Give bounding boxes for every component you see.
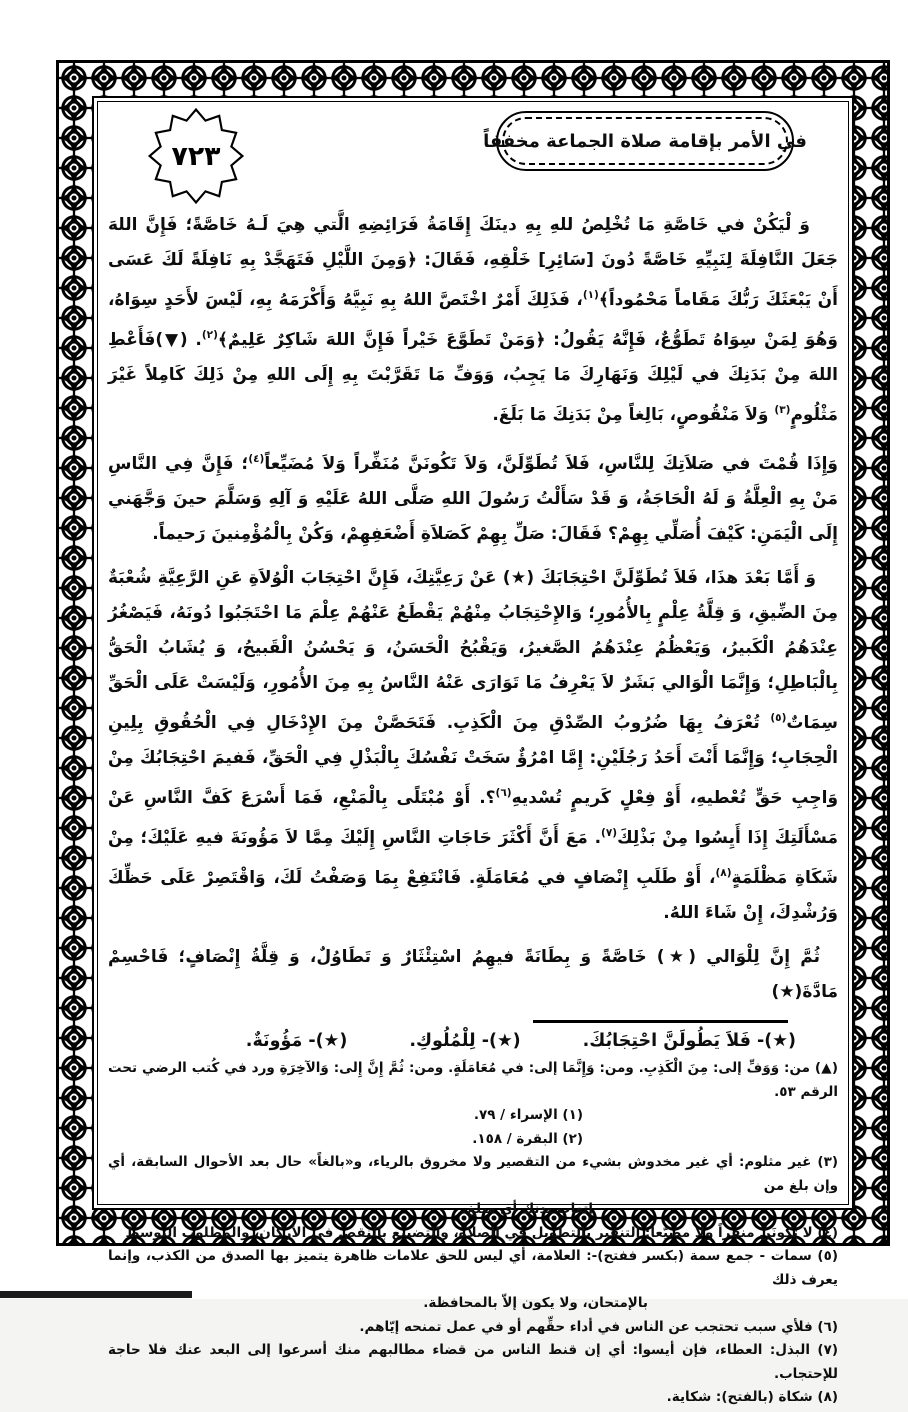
footnote-gloss: (٨) شكاة (بالفتح): شكاية.	[666, 1389, 838, 1405]
body-text	[106, 208, 840, 1014]
paragraph-private-worship: وَ لْيَكُنْ في خَاصَّةِ مَا تُخْلِصُ للهِ بِهِ دينَكَ إِقَامَةُ فَرَائِضِهِ الَّتي هِيَ لَـهُ خَاصَّةً؛ فَإِنَّ اللهَ جَعَلَ النَّافِلَةَ لِنَبِيِّهِ خَاصَّةً دُونَ [سَائِرِ] خَلْقِهِ، فَقَالَ: ﴿وَمِنَ اللَّيْلِ فَتَهَجَّدْ بِهِ نَافِلَةً لَكَ عَسَى أَنْ يَبْعَثَكَ رَبُّكَ مَقَاماً مَحْمُوداً﴾$^{(١)}$، فَذَلِكَ أَمْرٌ اخْتَصَّ اللهُ بِهِ نَبِيَّهُ وَأَكْرَمَهُ بِهِ، لَيْسَ لأَحَدٍ سِوَاهُ، وَهُوَ لِمَنْ سِوَاهُ تَطَوُّعٌ، فَإِنَّهُ يَقُولُ: ﴿وَمَنْ تَطَوَّعَ خَيْراً فَإِنَّ اللهَ شَاكِرٌ عَلِيمٌ﴾$^{(٢)}$. (▼)فَأَعْطِ اللهَ مِنْ بَدَنِكَ في لَيْلِكَ وَنَهَارِكَ مَا يَجِبُ، وَوَفِّ مَا تَقَرَّبْتَ بِهِ إِلَى اللهِ مِنْ ذَلِكَ كَامِلاً غَيْرَ مَثْلُومٍ$^{(٣)}$ وَلاَ مَنْقُوصٍ، بَالِغاً مِنْ بَدَنِكَ مَا بَلَغَ.	[108, 215, 838, 425]
chapter-title-box	[483, 111, 807, 171]
chapter-title: في الأمر بإقامة صلاة الجماعة مخففاً	[483, 130, 807, 152]
page-content	[106, 106, 840, 1405]
footnote-gloss-continuation: بالإمتحان، ولا يكون إلاّ بالمحافظة.	[423, 1295, 648, 1311]
ornamental-floral-border	[56, 60, 890, 1405]
footnote-gloss: (٤) لا تكونَنَّ منفراً ولا مضيّعاً: التنفير بالتطويل في الصلاة، والتضييع بالنقص في الأركان، والمطلوب التوسط	[125, 1224, 838, 1241]
variant-reading: (★)- مَؤُونَةٌ.	[245, 1031, 348, 1051]
page-number-starburst	[146, 106, 246, 206]
footnote-gloss: (٥) سمات - جمع سمة (بكسر ففتح)-: العلامة، أي ليس للحق علامات ظاهرة يتميز بها الصدق من الكذب، وإنما يعرف ذلك	[108, 1248, 838, 1288]
page-header	[106, 106, 840, 204]
apparatus-separator-rule	[533, 1020, 788, 1023]
paragraph-seclusion-of-rulers: وَ أَمَّا بَعْدَ هذَا، فَلاَ تُطَوِّلَنَّ احْتِجَابَكَ (★) عَنْ رَعِيَّتِكَ، فَإِنَّ احْتِجَابَ الْوُلاَةِ عَنِ الرَّعِيَّةِ شُعْبَةٌ مِنَ الضِّيقِ، وَ قِلَّةُ عِلْمٍ بِالأُمُورِ؛ وَالإِحْتِجَابُ مِنْهُمْ يَقْطَعُ عَنْهُمْ عِلْمَ مَا احْتَجَبُوا دُونَهُ، فَيَصْغُرُ عِنْدَهُمُ الْكَبيرُ، وَيَعْظُمُ عِنْدَهُمُ الصَّغيرُ، وَيَقْبُحُ الْحَسَنُ، وَ يَحْسُنُ الْقَبيحُ، وَ يُشَابُ الْحَقُّ بِالْبَاطِلِ؛ وَإِنَّمَا الْوَالي بَشَرٌ لاَ يَعْرِفُ مَا تَوَارَى عَنْهُ النَّاسُ بِهِ مِنَ الأُمُورِ، وَلَيْسَتْ عَلَى الْحَقِّ سِمَاتٌ$^{(٥)}$ تُعْرَفُ بِهَا ضُرُوبُ الصِّدْقِ مِنَ الْكَذِبِ. فَتَحَصَّنْ مِنَ الإِدْخَالِ فِي الْحُقُوقِ بِلِينِ الْحِجَابِ؛ وَإِنَّمَا أَنْتَ أَحَدُ رَجُلَيْنِ: إِمَّا امْرُؤٌ سَخَتْ نَفْسُكَ بِالْبَذْلِ فِي الْحَقِّ، فَفيمَ احْتِجَابُكَ مِنْ وَاجِبِ حَقٍّ تُعْطيهِ، أَوْ فِعْلٍ كَريمٍ تُسْديهِ$^{(٦)}$؟. أَوْ مُبْتَلًى بِالْمَنْعِ، فَمَا أَسْرَعَ كَفَّ النَّاسِ عَنْ مَسْأَلَتِكَ إِذَا أَيِسُوا مِنْ بَذْلِكَ$^{(٧)}$. مَعَ أَنَّ أَكْثَرَ حَاجَاتِ النَّاسِ إِلَيْكَ مِمَّا لاَ مَؤُونَةَ فيهِ عَلَيْكَ؛ مِنْ شَكَاةِ مَظْلَمَةٍ$^{(٨)}$، أَوْ طَلَبِ إِنْصَافٍ في مُعَامَلَةٍ. فَانْتَفِعْ بِمَا وَصَفْتُ لَكَ، وَاقْتَصِرْ عَلَى حَظِّكَ وَرُشْدِكَ، إِنْ شَاءَ اللهُ.	[108, 568, 839, 923]
variant-reading: (★)- لِلْمُلُوكِ.	[409, 1031, 521, 1051]
inner-frame	[92, 96, 854, 1405]
variant-reading: (★)- فَلاَ يَطُولَنَّ احْتِجَابُكَ.	[582, 1031, 796, 1051]
footnotes-block	[106, 1051, 840, 1412]
footnote-quran-ref: (١) الإسراء / ٧٩.	[473, 1107, 583, 1123]
scan-edge-artifact	[0, 1291, 192, 1298]
paragraph-entourage: ثُمَّ إِنَّ لِلْوَالي (★) خَاصَّةً وَ بِطَانَةً فيهِمُ اسْتِئْثَارٌ وَ تَطَاوُلٌ، وَ قِلَّةُ إِنْصَافٍ؛ فَاحْسِمْ مَادَّةَ(★)	[108, 947, 838, 1002]
footnote-gloss: (٣) غير مثلوم: أي غير مخدوش بشيء من التقصير ولا مخروق بالرياء، و«بالغاً» حال بعد الأحوال السابقة، أي وإن بلغ من	[108, 1154, 838, 1194]
footnote-gloss: (٧) البذل: العطاء، فإن أيسوا: أي إن قنط الناس من قضاء مطالبهم منك أسرعوا إلى البعد عنك فلا حاجة للإحتجاب.	[108, 1342, 838, 1382]
paragraph-leading-prayer: وَإِذَا قُمْتَ في صَلاَتِكَ لِلنَّاسِ، فَلاَ تُطَوِّلَنَّ، وَلاَ تَكُونَنَّ مُنَفِّراً وَلاَ مُضَيِّعاً$^{(٤)}$؛ فَإِنَّ فِي النَّاسِ مَنْ بِهِ الْعِلَّةُ وَ لَهُ الْحَاجَةُ، وَ قَدْ سَأَلْتُ رَسُولَ اللهِ صَلَّى اللهُ عَلَيْهِ وَ آلِهِ وَسَلَّمَ حينَ وَجَّهَني إِلَى الْيَمَنِ: كَيْفَ أُصَلِّي بِهِمْ؟ فَقَالَ: صَلِّ بِهِمْ كَصَلاَةِ أَضْعَفِهِمْ، وَكُنْ بِالْمُؤْمِنينَ رَحيماً.	[108, 453, 838, 544]
variant-readings-row	[106, 1031, 840, 1051]
footnote-gloss-continuation: إتعاب بدنك أي مبلغ.	[461, 1201, 593, 1217]
footnote-gloss: (٦) فلأي سبب تحتجب عن الناس في أداء حقِّهم أو في عمل تمنحه إيّاهم.	[359, 1318, 838, 1335]
page-number: ٧٢٣	[171, 140, 221, 172]
footnote-quran-ref: (٢) البقرة / ١٥٨.	[472, 1130, 583, 1147]
footnote-source-note: (▲) من: وَوَفِّ إلى: مِنَ الْكَذِبِ. ومن: وَإِنَّمَا إلى: في مُعَامَلَةٍ. ومن: ثُمَّ إِنَّ إِلى: وَالآخِرَةِ ورد في كُتب الرضي تحت الرقم ٥٣.	[108, 1060, 838, 1100]
